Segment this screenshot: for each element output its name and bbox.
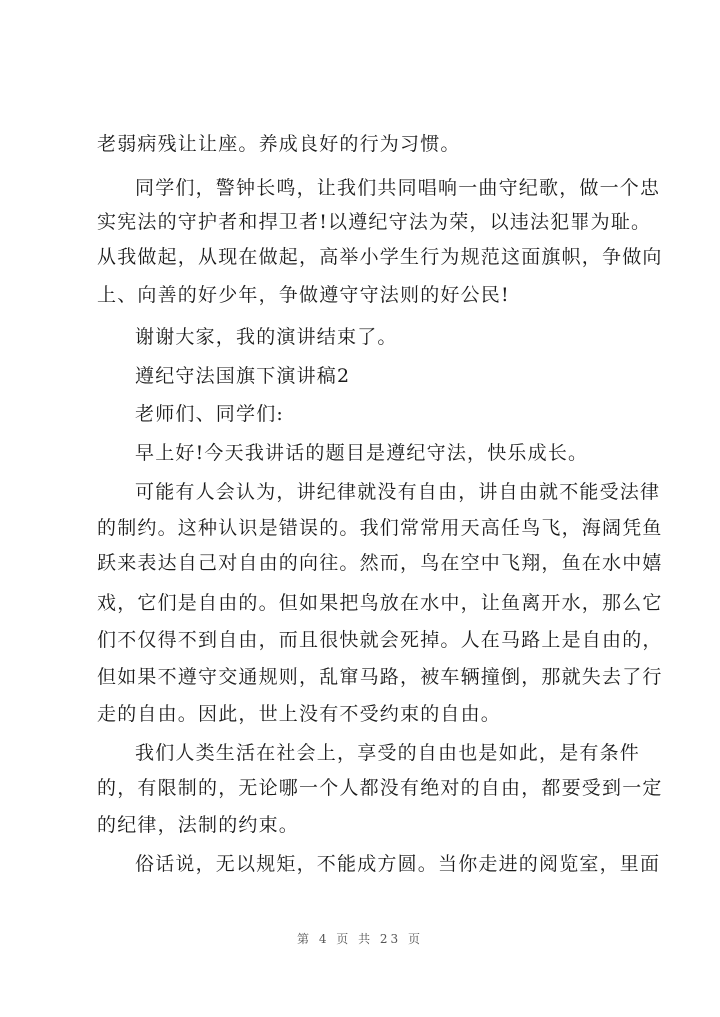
text-line: 谢谢大家，我的演讲结束了。 bbox=[135, 326, 398, 348]
text-line: 从我做起，从现在做起，高举小学生行为规范这面旗帜，争做向 bbox=[97, 246, 663, 268]
section-title: 遵纪守法国旗下演讲稿2 bbox=[135, 365, 351, 387]
text-line: 同学们，警钟长鸣，让我们共同唱响一曲守纪歌，做一个忠 bbox=[135, 177, 661, 199]
text-line: 的，有限制的，无论哪一个人都没有绝对的自由，都要受到一定 bbox=[97, 777, 663, 799]
text-line: 早上好!今天我讲话的题目是遵纪守法，快乐成长。 bbox=[135, 442, 589, 464]
text-line: 的制约。这种认识是错误的。我们常常用天高任鸟飞，海阔凭鱼 bbox=[97, 517, 663, 539]
text-line: 可能有人会认为，讲纪律就没有自由，讲自由就不能受法律 bbox=[135, 481, 661, 503]
text-line: 老师们、同学们: bbox=[135, 403, 285, 425]
text-line: 走的自由。因此，世上没有不受约束的自由。 bbox=[97, 703, 502, 725]
text-line: 但如果不遵守交通规则，乱窜马路，被车辆撞倒，那就失去了行 bbox=[97, 666, 663, 688]
text-line: 戏，它们是自由的。但如果把鸟放在水中，让鱼离开水，那么它 bbox=[97, 592, 663, 614]
page-number-footer: 第 4 页 共 23 页 bbox=[297, 932, 423, 946]
text-line: 上、向善的好少年，争做遵守守法则的好公民! bbox=[97, 284, 510, 306]
text-line: 跃来表达自己对自由的向往。然而，鸟在空中飞翔，鱼在水中嬉 bbox=[97, 552, 663, 574]
text-line: 我们人类生活在社会上，享受的自由也是如此，是有条件 bbox=[135, 742, 641, 764]
text-line: 俗话说，无以规矩，不能成方圆。当你走进的阅览室，里面 bbox=[135, 853, 661, 875]
text-line: 的纪律，法制的约束。 bbox=[97, 814, 300, 836]
text-line: 们不仅得不到自由，而且很快就会死掉。人在马路上是自由的， bbox=[97, 629, 663, 651]
text-line: 老弱病残让让座。养成良好的行为习惯。 bbox=[97, 133, 461, 155]
text-line: 实宪法的守护者和捍卫者!以遵纪守法为荣，以违法犯罪为耻。 bbox=[97, 211, 652, 233]
